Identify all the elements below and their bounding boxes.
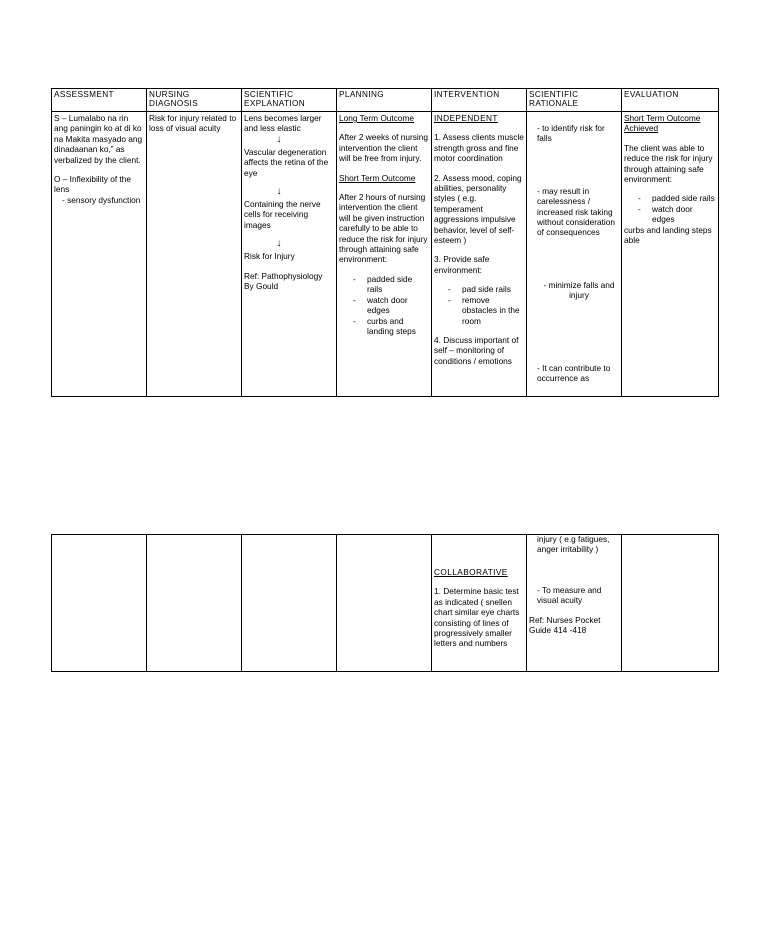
rationale-1: - to identify risk for falls bbox=[537, 123, 605, 144]
header-evaluation: EVALUATION bbox=[622, 89, 719, 112]
care-plan-table-page-1 bbox=[51, 88, 719, 397]
list-item: - curbs and landing steps bbox=[339, 316, 429, 337]
rationale-reference: Ref: Nurses Pocket Guide 414 -418 bbox=[529, 614, 601, 636]
rationale-cell-continued bbox=[527, 535, 622, 672]
header-row bbox=[52, 89, 719, 112]
explanation-reference: Ref: Pathophysiology By Gould bbox=[244, 270, 323, 292]
intervention-3-items bbox=[434, 284, 524, 326]
diagnosis-cell bbox=[147, 112, 242, 397]
header-assessment: ASSESSMENT bbox=[52, 89, 147, 112]
collaborative-title: COLLABORATIVE bbox=[434, 567, 508, 577]
list-item: - remove obstacles in the room bbox=[434, 295, 524, 326]
empty-cell bbox=[242, 535, 337, 672]
empty-cell bbox=[622, 535, 719, 672]
empty-cell bbox=[337, 535, 432, 672]
rationale-4-continued: injury ( e.g fatigues, anger irritability ) bbox=[537, 534, 610, 555]
intervention-2: 2. Assess mood, coping abilities, personality styles ( e.g. temperament aggressions impulsive behavior, level of self- esteem ) bbox=[434, 172, 522, 246]
down-arrow-icon: ↓ bbox=[276, 133, 282, 145]
list-item: - watch door edges bbox=[624, 204, 716, 225]
header-scientific-explanation: SCIENTIFIC EXPLANATION bbox=[242, 89, 337, 112]
list-item: - pad side rails bbox=[434, 284, 524, 294]
list-item: - padded side rails bbox=[624, 193, 716, 203]
intervention-cell bbox=[432, 112, 527, 397]
subjective-data: S – Lumalabo na rin ang paningin ko at di ko na Makita masyado ang dinadaanan ko,” as verbalized by the client. bbox=[54, 113, 143, 165]
nursing-diagnosis: Risk for injury related to loss of visual acuity bbox=[149, 113, 237, 134]
intervention-cell-continued bbox=[432, 535, 527, 672]
objective-item: - sensory dysfunction bbox=[62, 194, 141, 205]
short-term-outcome-text: After 2 hours of nursing intervention the client will be given instruction carefully to be able to reduce the risk for injury through attaining safe environment: bbox=[339, 192, 428, 265]
assessment-cell bbox=[52, 112, 147, 397]
evaluation-cell bbox=[622, 112, 719, 397]
list-item: - padded side rails bbox=[339, 274, 429, 295]
header-scientific-rationale: SCIENTIFIC RATIONALE bbox=[527, 89, 622, 112]
objective-data: O – Inflexibility of the lens bbox=[54, 174, 132, 195]
rationale-4: - It can contribute to occurrence as bbox=[537, 362, 611, 384]
rationale-2: - may result in carelessness / increased risk taking without consideration of consequences bbox=[537, 185, 615, 238]
care-plan-table-page-2 bbox=[51, 534, 719, 672]
collaborative-1: 1. Determine basic test as indicated ( snellen chart similar eye charts consisting of lines of progressively smaller letters and numbers bbox=[434, 586, 520, 649]
down-arrow-icon: ↓ bbox=[276, 238, 282, 250]
continuation-row bbox=[52, 535, 719, 672]
header-planning: PLANNING bbox=[337, 89, 432, 112]
explanation-step-2: Vascular degeneration affects the retina of the eye bbox=[244, 146, 329, 178]
explanation-step-4: Risk for Injury bbox=[244, 251, 295, 262]
independent-title: INDEPENDENT bbox=[434, 113, 498, 123]
intervention-4: 4. Discuss important of self – monitoring of conditions / emotions bbox=[434, 334, 519, 366]
intervention-3: 3. Provide safe environment: bbox=[434, 254, 490, 275]
intervention-1: 1. Assess clients muscle strength gross and fine motor coordination bbox=[434, 132, 524, 164]
long-term-outcome-text: After 2 weeks of nursing intervention the client will be free from injury. bbox=[339, 132, 429, 164]
short-term-outcome-title: Short Term Outcome bbox=[339, 172, 416, 183]
rationale-5: - To measure and visual acuity bbox=[537, 584, 602, 606]
empty-cell bbox=[52, 535, 147, 672]
list-item: - watch door edges bbox=[339, 295, 429, 316]
long-term-outcome-title: Long Term Outcome bbox=[339, 113, 415, 123]
header-intervention: INTERVENTION bbox=[432, 89, 527, 112]
explanation-cell bbox=[242, 112, 337, 397]
evaluation-title: Short Term Outcome Achieved bbox=[624, 113, 701, 134]
planning-items bbox=[339, 274, 429, 336]
explanation-step-3: Containing the nerve cells for receiving images bbox=[244, 199, 321, 230]
down-arrow-icon: ↓ bbox=[276, 186, 282, 198]
header-nursing-diagnosis: NURSING DIAGNOSIS bbox=[147, 89, 242, 112]
evaluation-tail: curbs and landing steps able bbox=[624, 224, 712, 246]
evaluation-items bbox=[624, 193, 716, 224]
rationale-3: - minimize falls and injury bbox=[543, 279, 615, 301]
empty-cell bbox=[147, 535, 242, 672]
rationale-cell bbox=[527, 112, 622, 397]
evaluation-text: The client was able to reduce the risk for injury through attaining safe environment: bbox=[624, 142, 713, 185]
body-row bbox=[52, 112, 719, 397]
planning-cell bbox=[337, 112, 432, 397]
explanation-step-1: Lens becomes larger and less elastic bbox=[244, 113, 322, 134]
